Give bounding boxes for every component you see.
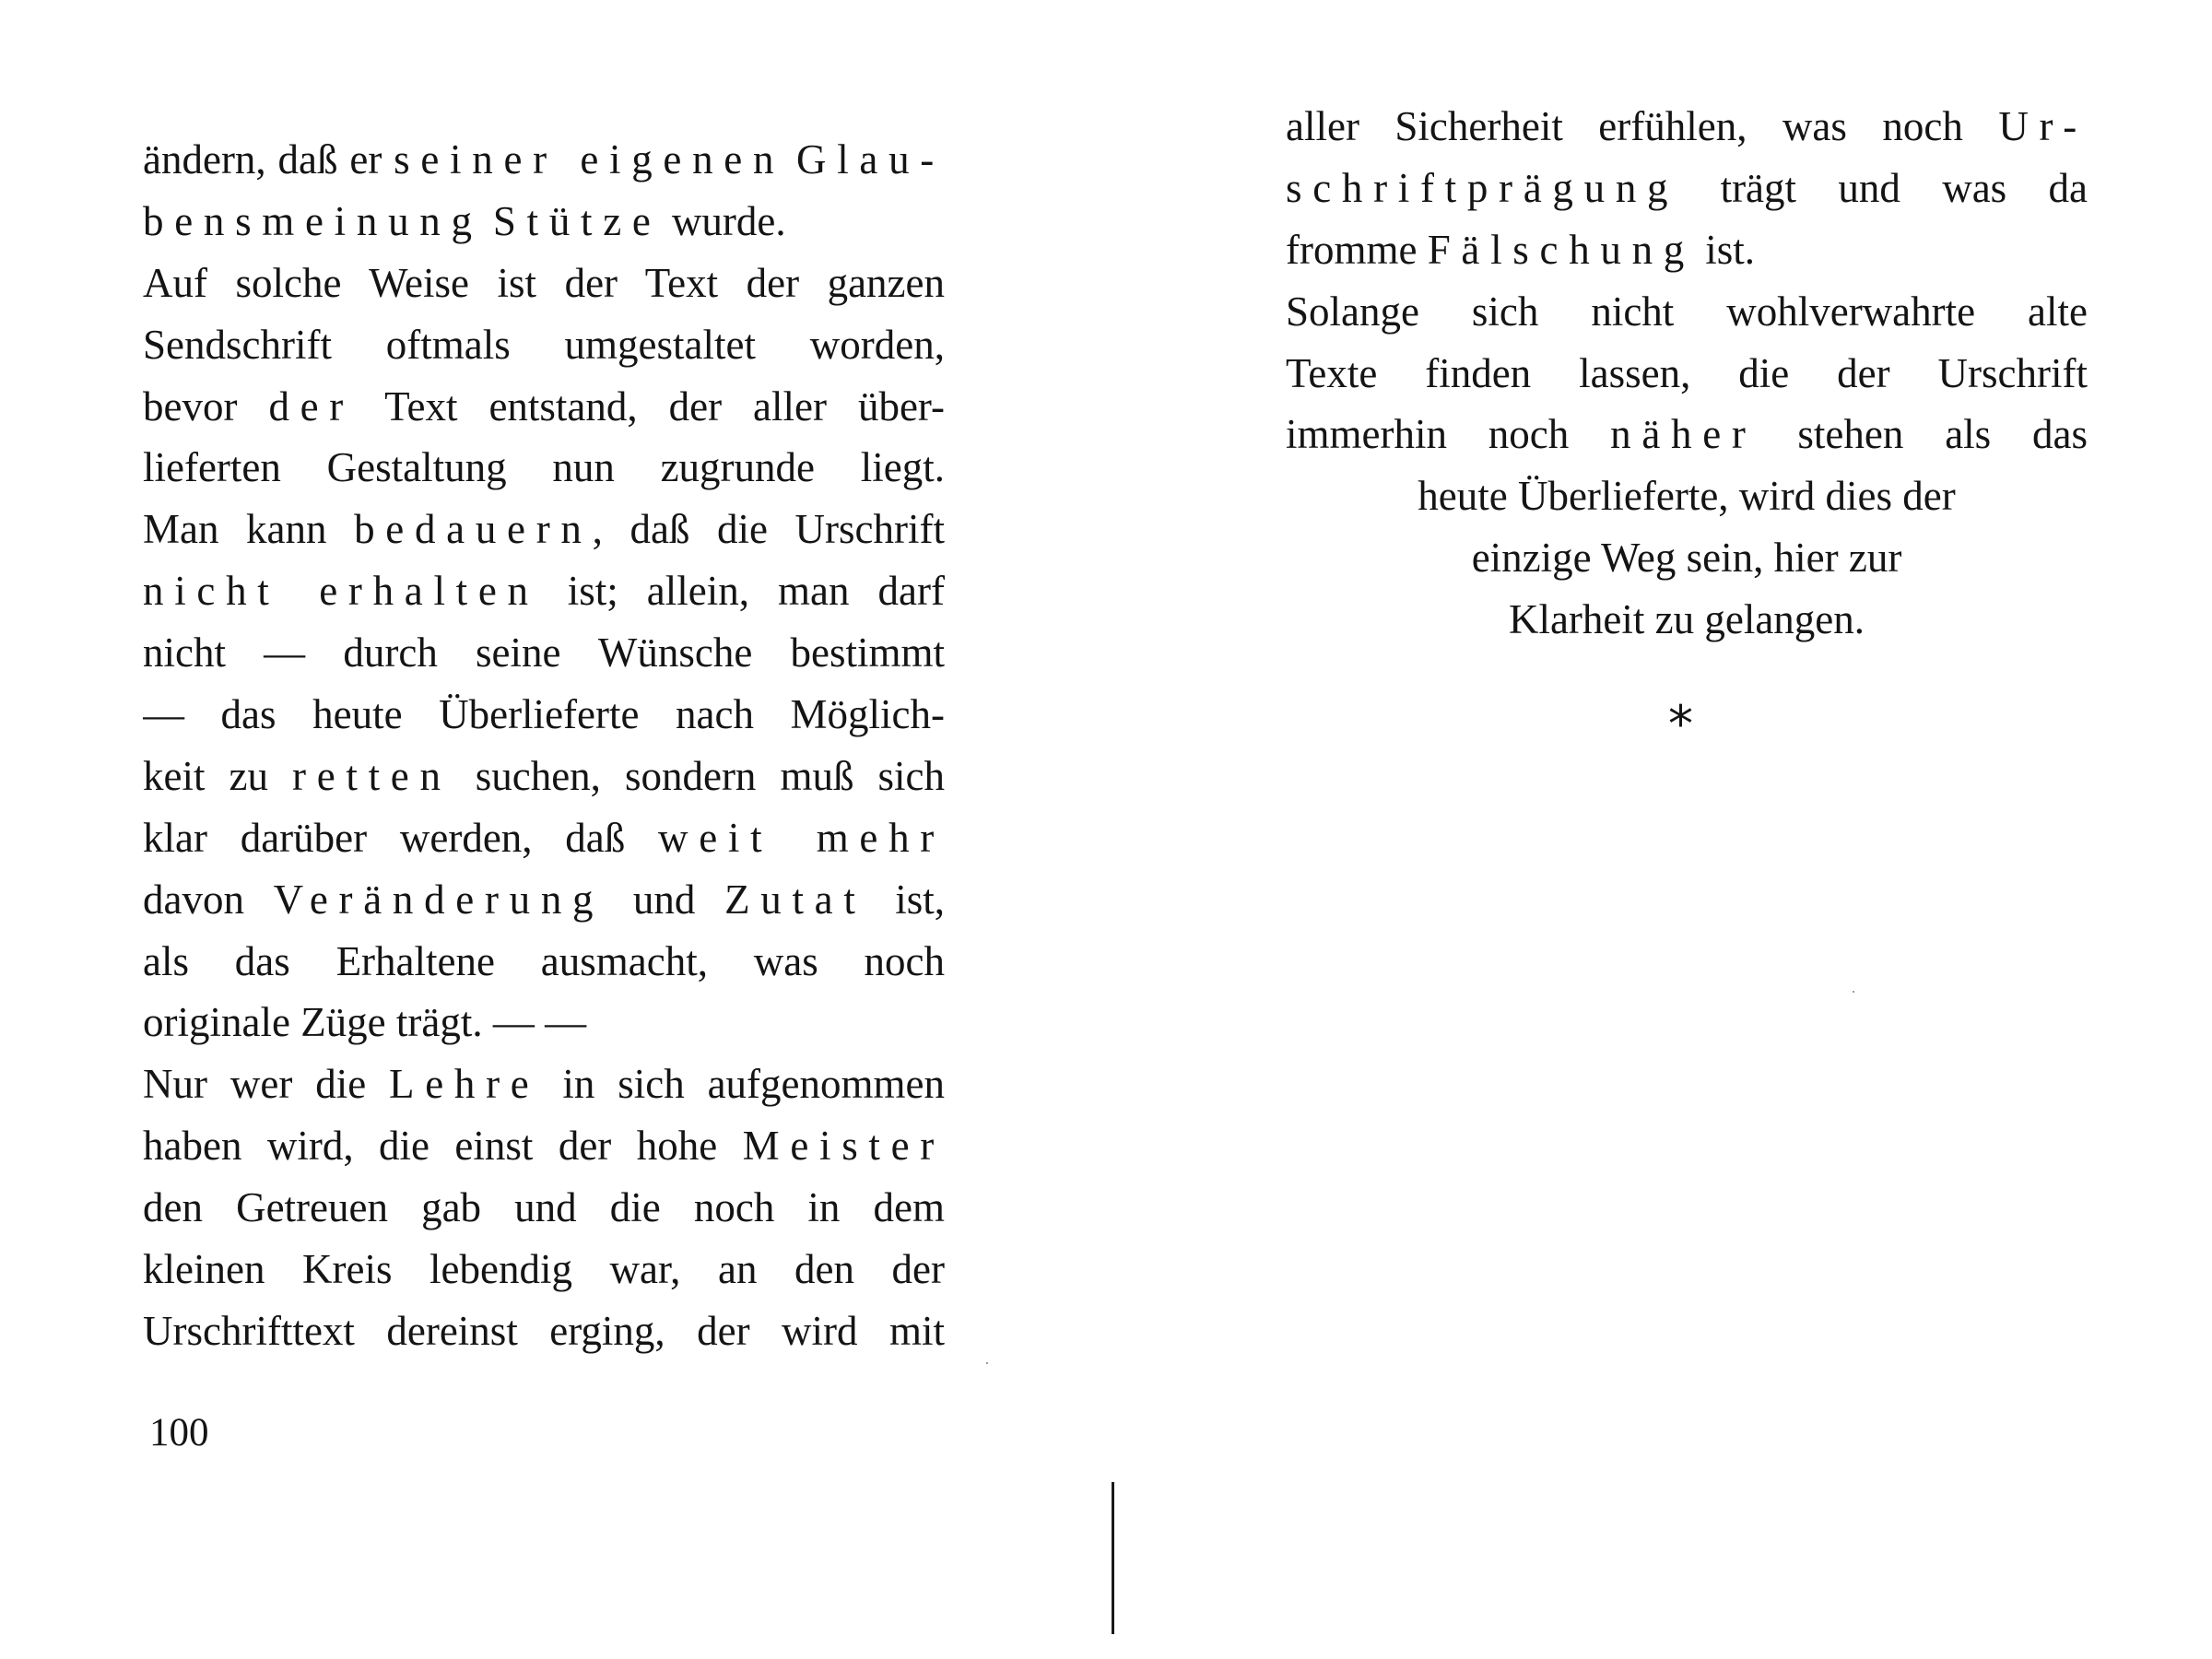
right-page-text	[1286, 96, 2088, 651]
emphasis-run: Glau-	[796, 136, 945, 182]
text-run: haben wird, die einst der hohe	[143, 1123, 743, 1170]
text-run: Man kann	[143, 506, 355, 553]
text-line	[1286, 281, 2088, 343]
text-run: und	[604, 876, 725, 923]
text-run: Sendschrift oftmals umgestaltet worden,	[143, 321, 945, 368]
emphasis-run: bensmeinung	[143, 197, 483, 244]
text-run: kleinen Kreis lebendig war, an den der	[143, 1246, 945, 1293]
text-run: Auf solche Weise ist der Text der ganzen	[143, 259, 945, 306]
text-run: ist,	[865, 876, 945, 923]
text-run	[483, 198, 493, 244]
text-run: aller Sicherheit erfühlen, was noch	[1286, 103, 1999, 149]
text-run: einzige Weg sein, hier zur	[1471, 535, 1902, 582]
paper-speck	[1853, 991, 1854, 993]
text-line	[143, 129, 945, 191]
emphasis-run: schriftprägung	[1286, 164, 1679, 211]
emphasis-run: Ur-	[1998, 103, 2088, 149]
text-run: den Getreuen gab und die noch in dem	[143, 1184, 945, 1231]
text-run	[784, 136, 796, 182]
emphasis-run: näher	[1610, 411, 1757, 458]
text-run: Urschrifttext dereinst erging, der wird mit	[143, 1307, 945, 1354]
emphasis-run: der	[268, 382, 354, 429]
text-line	[143, 191, 945, 253]
emphasis-run: nicht erhalten	[143, 568, 539, 615]
text-run: Klarheit zu gelangen.	[1508, 596, 1865, 643]
text-line	[1286, 404, 2088, 465]
text-run: suchen, sondern muß sich	[451, 752, 945, 799]
text-line	[143, 1239, 945, 1300]
text-run: ist; allein, man darf	[538, 568, 945, 615]
text-line	[143, 1300, 945, 1362]
text-line	[143, 1115, 945, 1177]
text-line	[1286, 219, 2088, 281]
text-line	[143, 869, 945, 931]
text-run: heute Überlieferte, wird dies der	[1418, 473, 1956, 520]
emphasis-run: Fälschung	[1427, 226, 1695, 273]
emphasis-run: weit mehr	[658, 814, 945, 861]
text-line	[143, 499, 945, 560]
text-line	[143, 253, 945, 314]
text-run: wurde.	[661, 197, 786, 244]
text-run: bevor	[143, 382, 269, 429]
text-run: ändern, daß er	[143, 136, 394, 182]
left-page-text	[143, 129, 945, 1362]
emphasis-run: Stütze	[492, 197, 662, 244]
text-run: Text entstand, der aller über-	[354, 382, 945, 429]
text-run: nicht — durch seine Wünsche bestimmt	[143, 629, 945, 677]
text-run: Texte finden lassen, die der Urschrift	[1286, 349, 2088, 396]
text-run: trägt und was da	[1678, 164, 2088, 211]
text-run: ist.	[1695, 226, 1756, 273]
text-run: , daß die Urschrift	[592, 506, 945, 553]
text-line	[1286, 158, 2088, 219]
gutter-fold-line	[1112, 1482, 1114, 1634]
text-run: Nur wer die	[143, 1061, 390, 1108]
text-line	[143, 1053, 945, 1115]
text-line	[1286, 96, 2088, 158]
text-run: — das heute Überlieferte nach Möglich-	[143, 691, 945, 738]
text-run: originale Züge trägt. — —	[143, 999, 587, 1046]
page-number: 100	[149, 1411, 209, 1454]
text-run: fromme	[1286, 226, 1428, 273]
text-line	[1286, 465, 2088, 527]
text-run: stehen als das	[1756, 411, 2088, 458]
emphasis-run: bedauern	[354, 506, 593, 553]
emphasis-run: Lehre	[389, 1061, 540, 1108]
text-line	[143, 1177, 945, 1239]
text-line	[143, 376, 945, 438]
text-run: in sich aufgenommen	[539, 1061, 945, 1108]
text-line	[143, 931, 945, 993]
emphasis-run: Veränderung	[273, 876, 605, 923]
text-run: als das Erhaltene ausmacht, was noch	[143, 937, 945, 984]
text-line	[143, 314, 945, 376]
text-run: Solange sich nicht wohlverwahrte alte	[1286, 288, 2088, 335]
text-line	[1286, 343, 2088, 405]
emphasis-run: seiner eigenen	[394, 136, 785, 182]
text-line	[143, 746, 945, 807]
section-break-asterisk: *	[1668, 695, 1693, 753]
text-line	[143, 622, 945, 684]
emphasis-run: Zutat	[724, 876, 866, 923]
text-run: lieferten Gestaltung nun zugrunde liegt.	[143, 444, 945, 491]
text-run: klar darüber werden, daß	[143, 814, 659, 861]
text-line	[143, 560, 945, 622]
text-run: keit zu	[143, 752, 293, 799]
text-line	[1286, 527, 2088, 589]
text-line	[143, 807, 945, 869]
paper-speck	[986, 1362, 988, 1364]
text-line	[1286, 589, 2088, 651]
text-run: davon	[143, 876, 274, 923]
emphasis-run: Meister	[742, 1123, 945, 1170]
text-line	[143, 684, 945, 746]
text-run: immerhin noch	[1286, 411, 1611, 458]
text-line	[143, 437, 945, 499]
emphasis-run: retten	[292, 752, 452, 799]
text-line	[143, 992, 945, 1053]
